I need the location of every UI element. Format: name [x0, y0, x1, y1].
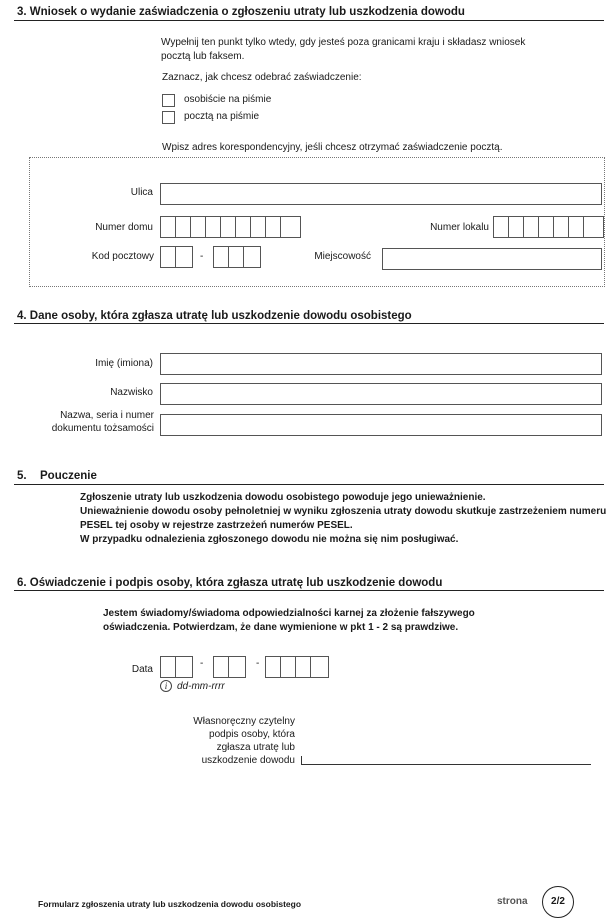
- signature-label-line3: zgłasza utratę lub: [216, 742, 295, 753]
- street-label: Ulica: [130, 187, 153, 198]
- statement-line1: Jestem świadomy/świadoma odpowiedzialności karnej za złożenie fałszywego: [103, 608, 475, 619]
- section-3-title: 3. Wniosek o wydanie zaświadczenia o zgłoszeniu utraty lub uszkodzenia dowodu: [17, 6, 465, 18]
- postcode-separator: -: [200, 251, 204, 262]
- city-field[interactable]: [382, 248, 602, 270]
- footer-form-title: Formularz zgłoszenia utraty lub uszkodzenia dowodu osobistego: [38, 899, 302, 909]
- house-number-label: Numer domu: [95, 222, 153, 233]
- date-label: Data: [131, 664, 153, 675]
- section-4-rule: [14, 323, 604, 324]
- id-document-field[interactable]: [160, 414, 602, 436]
- city-label: Miejscowość: [314, 251, 371, 262]
- section-5-rule: [14, 484, 604, 485]
- section-3-rule: [14, 20, 604, 21]
- statement-line2: oświadczenia. Potwierdzam, że dane wymienione w pkt 1 - 2 są prawdziwe.: [103, 622, 459, 633]
- first-name-label: Imię (imiona): [95, 358, 153, 369]
- street-field[interactable]: [160, 183, 602, 205]
- option-in-person-label: osobiście na piśmie: [184, 94, 272, 105]
- notice-line2: Unieważnienie dowodu osoby pełnoletniej w wyniku zgłoszenia utraty dowodu skutkuje zastrzeżeniem numeru: [80, 506, 607, 517]
- notice-line1: Zgłoszenie utraty lub uszkodzenia dowodu osobistego powoduje jego unieważnienie.: [80, 492, 486, 503]
- section-4-title: 4. Dane osoby, która zgłasza utratę lub uszkodzenie dowodu osobistego: [17, 310, 412, 322]
- date-format-hint: dd-mm-rrrr: [177, 681, 225, 692]
- info-icon: i: [160, 680, 172, 692]
- date-month-field[interactable]: [213, 656, 246, 678]
- signature-label-line2: podpis osoby, która: [209, 729, 295, 740]
- date-separator-1: -: [200, 658, 204, 669]
- option-in-person-checkbox[interactable]: [162, 94, 175, 107]
- notice-line3: PESEL tej osoby w rejestrze zastrzeżeń numerów PESEL.: [80, 520, 353, 531]
- id-document-label-line1: Nazwa, seria i numer: [60, 410, 154, 421]
- section-3-intro-line1: Wypełnij ten punkt tylko wtedy, gdy jesteś poza granicami kraju i składasz wniosek: [161, 37, 526, 48]
- receive-method-prompt: Zaznacz, jak chcesz odebrać zaświadczenie:: [162, 72, 362, 83]
- date-separator-2: -: [256, 658, 260, 669]
- notice-line4: W przypadku odnalezienia zgłoszonego dowodu nie można się nim posługiwać.: [80, 534, 459, 545]
- signature-line[interactable]: [301, 756, 591, 765]
- date-day-field[interactable]: [160, 656, 193, 678]
- section-3-intro-line2: pocztą lub faksem.: [161, 51, 245, 62]
- postcode-part1-field[interactable]: [160, 246, 193, 268]
- footer-page-word: strona: [497, 896, 528, 907]
- page-number-badge: 2/2: [542, 886, 574, 918]
- signature-label-line1: Własnoręczny czytelny: [193, 716, 295, 727]
- section-5-number: 5.: [17, 470, 27, 482]
- section-5-title: Pouczenie: [40, 470, 97, 482]
- postcode-part2-field[interactable]: [213, 246, 261, 268]
- last-name-field[interactable]: [160, 383, 602, 405]
- flat-number-label: Numer lokalu: [430, 222, 489, 233]
- flat-number-field[interactable]: [493, 216, 604, 238]
- option-by-mail-checkbox[interactable]: [162, 111, 175, 124]
- date-year-field[interactable]: [265, 656, 329, 678]
- section-6-title: 6. Oświadczenie i podpis osoby, która zgłasza utratę lub uszkodzenie dowodu: [17, 577, 443, 589]
- house-number-field[interactable]: [160, 216, 301, 238]
- signature-label-line4: uszkodzenie dowodu: [201, 755, 295, 766]
- first-name-field[interactable]: [160, 353, 602, 375]
- last-name-label: Nazwisko: [110, 387, 153, 398]
- id-document-label-line2: dokumentu tożsamości: [51, 423, 154, 434]
- option-by-mail-label: pocztą na piśmie: [184, 111, 260, 122]
- address-note: Wpisz adres korespondencyjny, jeśli chcesz otrzymać zaświadczenie pocztą.: [162, 142, 503, 153]
- section-6-rule: [14, 590, 604, 591]
- postcode-label: Kod pocztowy: [91, 251, 154, 262]
